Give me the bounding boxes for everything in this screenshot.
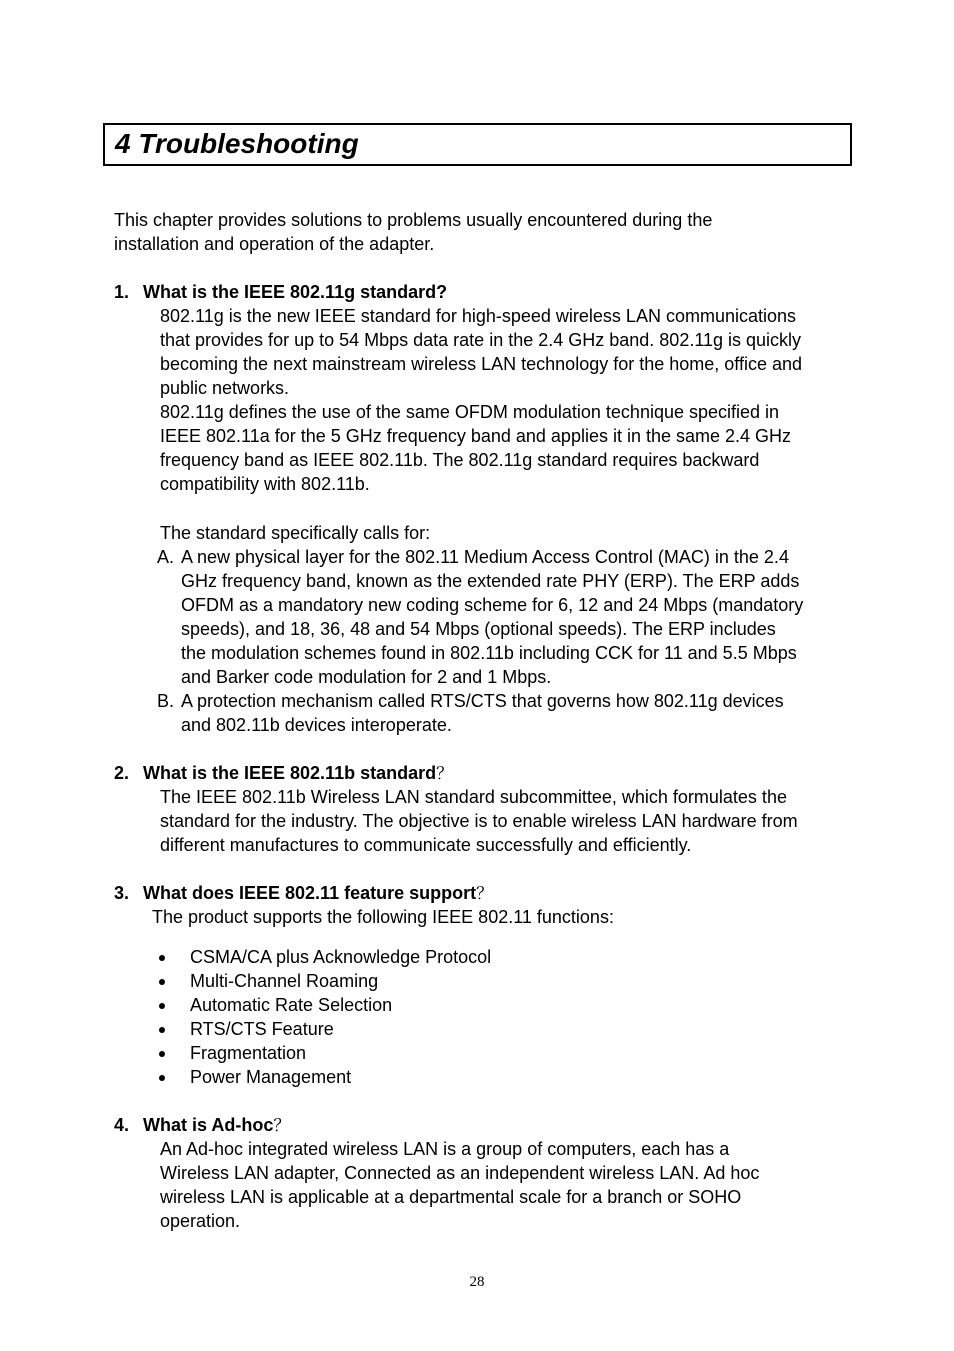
text-line: 802.11g is the new IEEE standard for high-speed wireless LAN communications xyxy=(160,306,797,326)
feature-list-item: Automatic Rate Selection xyxy=(190,995,393,1015)
q1-paragraph-2 xyxy=(160,400,791,496)
bullet-dot xyxy=(159,1075,165,1081)
question-number: 1. xyxy=(114,282,130,302)
chapter-heading-box xyxy=(103,123,852,166)
question-2-heading xyxy=(114,761,453,786)
feature-list-item: RTS/CTS Feature xyxy=(190,1019,334,1039)
question-mark: ？ xyxy=(476,884,494,904)
text-line: different manufactures to communicate successfully and efficiently. xyxy=(160,835,692,855)
text-line: compatibility with 802.11b. xyxy=(160,474,370,494)
feature-list-item: CSMA/CA plus Acknowledge Protocol xyxy=(190,947,492,967)
feature-list-item: Power Management xyxy=(190,1067,352,1087)
question-4-heading xyxy=(114,1113,290,1138)
bullet-dot xyxy=(159,979,165,985)
text-line: IEEE 802.11a for the 5 GHz frequency band and applies it in the same 2.4 GHz xyxy=(160,426,792,446)
text-line: An Ad-hoc integrated wireless LAN is a group of computers, each has a xyxy=(160,1139,730,1159)
question-mark: ？ xyxy=(436,764,454,784)
text-line: speeds), and 18, 36, 48 and 54 Mbps (optional speeds). The ERP includes xyxy=(181,619,776,639)
chapter-title: 4 Troubleshooting xyxy=(115,128,359,159)
bullet-dot xyxy=(159,955,165,961)
q1-paragraph-1 xyxy=(160,304,802,400)
text-line: wireless LAN is applicable at a departmental scale for a branch or SOHO xyxy=(160,1187,742,1207)
question-text: What does IEEE 802.11 feature support xyxy=(143,883,477,903)
bullet-dot xyxy=(159,1027,165,1033)
item-b-label: B. xyxy=(157,691,175,711)
intro-paragraph xyxy=(114,208,712,256)
q4-answer xyxy=(160,1137,759,1233)
question-text: What is Ad-hoc xyxy=(143,1115,274,1135)
text-line: public networks. xyxy=(160,378,290,398)
page-number: 28 xyxy=(469,1274,485,1290)
item-a-text xyxy=(181,545,803,689)
q2-answer xyxy=(160,785,798,857)
text-line: that provides for up to 54 Mbps data rate in the 2.4 GHz band. 802.11g is quickly xyxy=(160,330,802,350)
text-line: Wireless LAN adapter, Connected as an independent wireless LAN. Ad hoc xyxy=(160,1163,760,1183)
text-line: The IEEE 802.11b Wireless LAN standard subcommittee, which formulates the xyxy=(160,787,787,807)
question-number: 3. xyxy=(114,883,130,903)
question-mark: ？ xyxy=(273,1116,291,1136)
text-line: operation. xyxy=(160,1211,241,1231)
q3-intro: The product supports the following IEEE 802.11 functions: xyxy=(152,907,614,927)
text-line: frequency band as IEEE 802.11b. The 802.11g standard requires backward xyxy=(160,450,760,470)
text-line: A new physical layer for the 802.11 Medium Access Control (MAC) in the 2.4 xyxy=(181,547,789,567)
intro-line: installation and operation of the adapter. xyxy=(114,234,435,254)
text-line: becoming the next mainstream wireless LAN technology for the home, office and xyxy=(160,354,803,374)
feature-list-item: Fragmentation xyxy=(190,1043,307,1063)
question-text: What is the IEEE 802.11b standard xyxy=(143,763,437,783)
question-text: What is the IEEE 802.11g standard? xyxy=(143,282,448,302)
text-line: A protection mechanism called RTS/CTS that governs how 802.11g devices xyxy=(181,691,784,711)
text-line: and Barker code modulation for 2 and 1 Mbps. xyxy=(181,667,552,687)
text-line: the modulation schemes found in 802.11b including CCK for 11 and 5.5 Mbps xyxy=(181,643,797,663)
text-line: standard for the industry. The objective is to enable wireless LAN hardware from xyxy=(160,811,798,831)
text-line: OFDM as a mandatory new coding scheme for 6, 12 and 24 Mbps (mandatory xyxy=(181,595,804,615)
feature-list-item: Multi-Channel Roaming xyxy=(190,971,379,991)
intro-line: This chapter provides solutions to problems usually encountered during the xyxy=(114,210,713,230)
bullet-dot xyxy=(159,1003,165,1009)
question-number: 4. xyxy=(114,1115,130,1135)
q1-calls-for: The standard specifically calls for: xyxy=(160,523,431,543)
text-line: 802.11g defines the use of the same OFDM modulation technique specified in xyxy=(160,402,780,422)
question-1-heading xyxy=(114,280,447,304)
item-b-text xyxy=(181,689,784,737)
question-3-heading xyxy=(114,881,493,906)
text-line: GHz frequency band, known as the extended rate PHY (ERP). The ERP adds xyxy=(181,571,800,591)
question-number: 2. xyxy=(114,763,130,783)
item-a-label: A. xyxy=(157,547,175,567)
bullet-dot xyxy=(159,1051,165,1057)
text-line: and 802.11b devices interoperate. xyxy=(181,715,452,735)
